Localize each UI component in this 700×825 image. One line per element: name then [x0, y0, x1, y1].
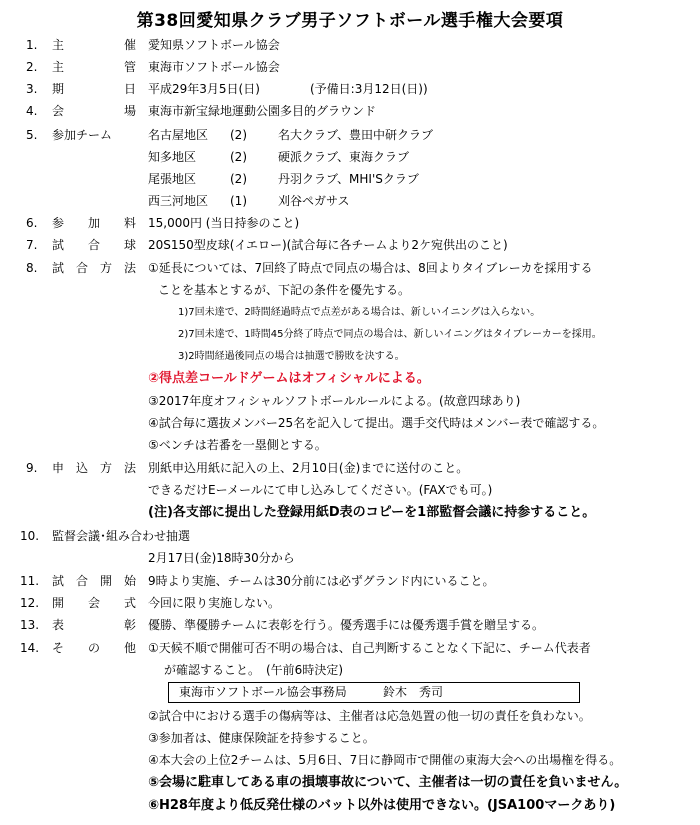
team-area: 尾張地区	[148, 172, 197, 186]
team-names: 刈谷ペガサス	[278, 194, 350, 208]
team-names: 丹羽クラブ、MHI'Sクラブ	[278, 172, 419, 186]
item-meeting	[0, 525, 700, 547]
team-count: (2)	[230, 128, 247, 142]
item-other	[0, 637, 700, 659]
item-label: 試 合 球	[52, 238, 136, 252]
item-value: 9時より実施、チームは30分前には必ずグランド内にいること。	[148, 574, 495, 588]
item-number: 5.	[26, 128, 38, 142]
team-count: (2)	[230, 150, 247, 164]
other-line: ④本大会の上位2チームは、5月6日、7日に静岡市で開催の東海大会への出場権を得る。	[148, 753, 622, 767]
method-line: ⑤ベンチは若番を一塁側とする。	[148, 438, 327, 452]
team-row	[0, 190, 700, 212]
other-line: が確認すること。 (午前6時決定)	[164, 663, 343, 677]
team-area: 名古屋地区	[148, 128, 209, 142]
item-method	[0, 257, 700, 279]
reserve-date: (予備日:3月12日(日))	[310, 82, 428, 96]
method-line: ④試合毎に選抜メンバー25名を記入して提出。選手交代時はメンバー表で確認する。	[148, 416, 605, 430]
method-line: ③2017年度オフィシャルソフトボールルールによる。(故意四球あり)	[148, 394, 521, 408]
page-title: 第38回愛知県クラブ男子ソフトボール選手権大会要項	[136, 11, 564, 31]
item-value: 20S150型皮球(イエロー)(試合毎に各チームより2ケ宛供出のこと)	[148, 238, 508, 252]
item-value: ①延長については、7回終了時点で同点の場合は、8回よりタイブレーカを採用する	[148, 261, 593, 275]
item-number: 13.	[20, 618, 40, 632]
item-start	[0, 570, 700, 592]
item-label: 期 日	[52, 82, 136, 96]
item-value: 平成29年3月5日(日)	[148, 82, 260, 96]
item-value: 15,000円 (当日持参のこと)	[148, 216, 300, 230]
item-number: 11.	[20, 574, 40, 588]
item-number: 9.	[26, 461, 38, 475]
item-apply	[0, 457, 700, 479]
item-ball	[0, 234, 700, 256]
item-label: 試 合 方 法	[52, 261, 136, 275]
method-sub: 1)7回未達で、2時間経過時点で点差がある場合は、新しいイニングは入らない。	[178, 307, 541, 318]
team-row	[0, 146, 700, 168]
item-value: 東海市新宝緑地運動公園多目的グラウンド	[148, 104, 377, 118]
item-value: 愛知県ソフトボール協会	[148, 38, 280, 52]
method-line: ことを基本とするが、下記の条件を優先する。	[158, 283, 411, 297]
item-award	[0, 614, 700, 636]
team-count: (1)	[230, 194, 247, 208]
item-number: 2.	[26, 60, 38, 74]
item-number: 12.	[20, 596, 40, 610]
team-count: (2)	[230, 172, 247, 186]
contact-box	[168, 682, 580, 703]
item-number: 10.	[20, 529, 40, 543]
method-cold-game: ②得点差コールドゲームはオフィシャルによる。	[148, 371, 430, 386]
item-date	[0, 78, 700, 100]
other-line: ③参加者は、健康保険証を持参すること。	[148, 731, 375, 745]
team-area: 西三河地区	[148, 194, 209, 208]
item-value: 東海市ソフトボール協会	[148, 60, 280, 74]
item-fee	[0, 212, 700, 234]
apply-note: (注)各支部に提出した登録用紙D表のコピーを1部監督会議に持参すること。	[148, 505, 596, 520]
team-row	[0, 168, 700, 190]
item-label: 監督会議･組み合わせ抽選	[52, 529, 191, 543]
contact-office: 東海市ソフトボール協会事務局	[179, 685, 347, 699]
item-value: 今回に限り実施しない。	[148, 596, 281, 610]
item-label: 開 会 式	[52, 596, 136, 610]
other-line: ②試合中における選手の傷病等は、主催者は応急処置の他一切の責任を負わない。	[148, 709, 591, 723]
item-number: 4.	[26, 104, 38, 118]
other-bold-line: ⑥H28年度より低反発仕様のバット以外は使用できない。(JSA100マークあり)	[148, 798, 616, 813]
item-opening	[0, 592, 700, 614]
item-label: 参加チーム	[52, 128, 113, 142]
item-label: 主 管	[52, 60, 136, 74]
item-host	[0, 34, 700, 56]
item-label: 表 彰	[52, 618, 136, 632]
method-sub: 2)7回未達で、1時間45分終了時点で同点の場合は、新しいイニングはタイブレーカーを採用。	[178, 329, 602, 340]
item-label: 申 込 方 法	[52, 461, 136, 475]
team-names: 硬派クラブ、東海クラブ	[278, 150, 410, 164]
item-number: 8.	[26, 261, 38, 275]
item-venue	[0, 100, 700, 122]
item-number: 14.	[20, 641, 40, 655]
item-number: 1.	[26, 38, 38, 52]
item-label: 主 催	[52, 38, 136, 52]
item-value: 別紙申込用紙に記入の上、2月10日(金)までに送付のこと。	[148, 461, 469, 475]
item-number: 7.	[26, 238, 38, 252]
team-names: 名大クラブ、豊田中研クラブ	[278, 128, 434, 142]
item-label: 試 合 開 始	[52, 574, 136, 588]
other-bold-line: ⑤会場に駐車してある車の損壊事故について、主催者は一切の責任を負いません。	[148, 775, 628, 790]
item-teams	[0, 124, 700, 146]
item-number: 3.	[26, 82, 38, 96]
apply-line: できるだけEーメールにて申し込みしてください。(FAXでも可。)	[148, 483, 493, 497]
item-value: ①天候不順で開催可否不明の場合は、自己判断することなく下記に、チーム代表者	[148, 641, 591, 655]
item-manage	[0, 56, 700, 78]
item-label: そ の 他	[52, 641, 136, 655]
meeting-date: 2月17日(金)18時30分から	[148, 551, 295, 565]
item-label: 会 場	[52, 104, 136, 118]
item-value: 優勝、準優勝チームに表彰を行う。優秀選手には優秀選手賞を贈呈する。	[148, 618, 545, 632]
team-area: 知多地区	[148, 150, 197, 164]
contact-person: 鈴木 秀司	[383, 685, 444, 699]
item-number: 6.	[26, 216, 38, 230]
item-label: 参 加 料	[52, 216, 136, 230]
method-sub: 3)2時間経過後同点の場合は抽選で勝敗を決する。	[178, 351, 405, 362]
